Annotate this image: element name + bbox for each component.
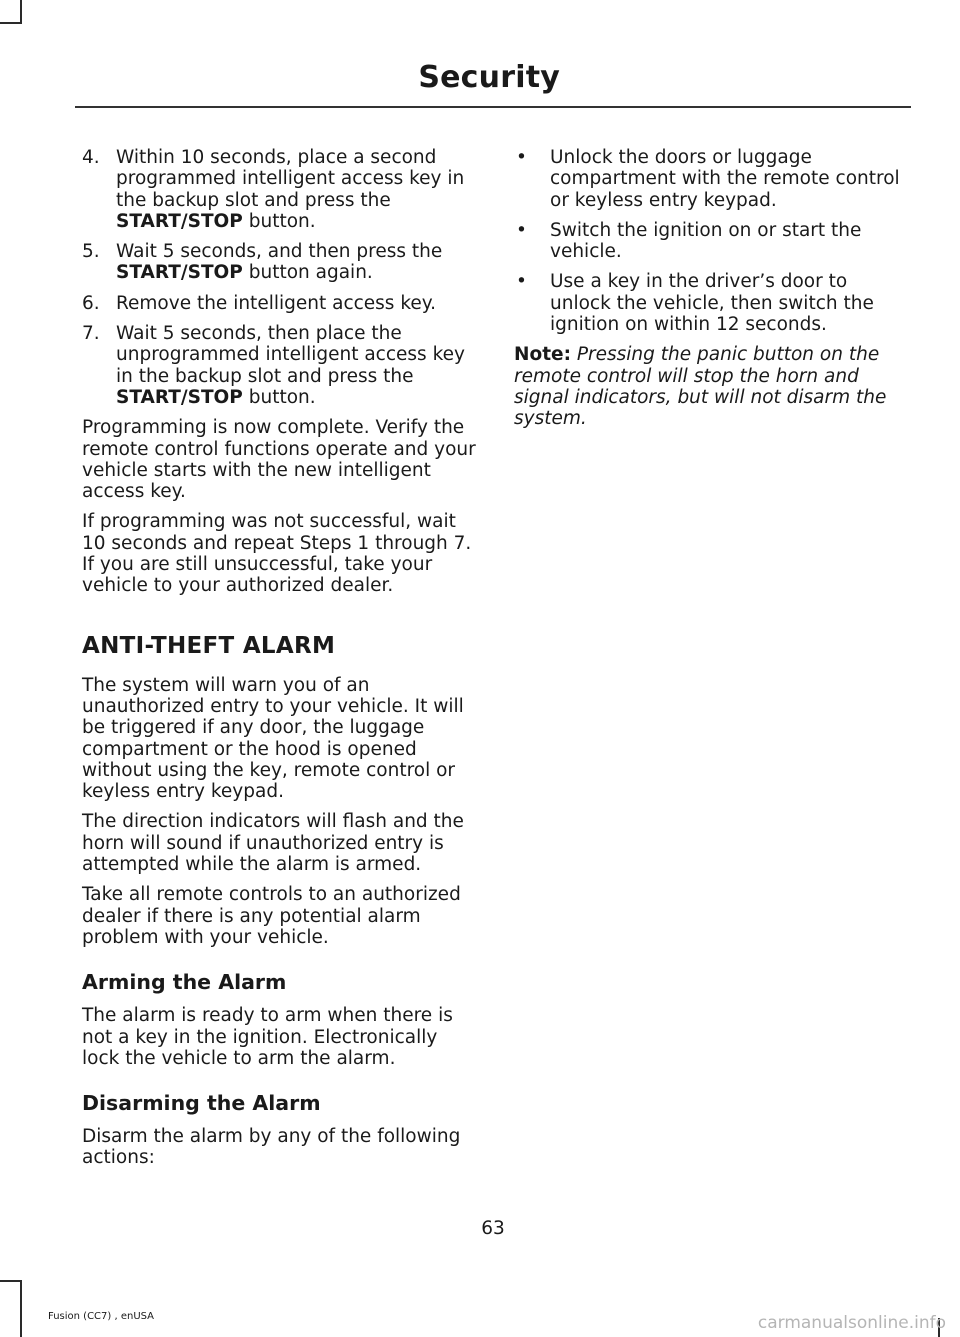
note-paragraph — [514, 344, 909, 429]
step-number: 7. — [82, 323, 100, 345]
page-header-title: Security — [418, 60, 560, 95]
step-text: button. — [242, 210, 316, 232]
bullet-text: Use a key in the driver’s door to unlock the vehicle, then switch the ignition on within 12 seconds. — [550, 271, 874, 336]
step-text: Within 10 seconds, place a second programmed intelligent access key in the backup slot and press the — [116, 147, 465, 211]
step-item — [82, 147, 477, 232]
paragraph-alarm-intro: The system will warn you of an unauthorized entry to your vehicle. It will be triggered if any door, the luggage compartment or the hood is opened without using the key, remote control or keyless entry keypad. — [82, 674, 464, 803]
step-number: 6. — [82, 292, 100, 314]
subheading-arming-the-alarm: Arming the Alarm — [82, 970, 287, 995]
bullet-glyph: • — [516, 147, 527, 168]
step-item — [82, 293, 477, 314]
watermark: carmanualsonline.info — [757, 1313, 946, 1333]
bullet-item — [514, 271, 909, 335]
bullet-glyph: • — [516, 219, 527, 241]
bullet-item — [514, 147, 909, 211]
paragraph-alarm-dealer: Take all remote controls to an authorized dealer if there is any potential alarm problem with your vehicle. — [82, 884, 461, 948]
paragraph-programming-retry: If programming was not successful, wait 10 seconds and repeat Steps 1 through 7. If you are still unsuccessful, take your vehicle to your authorized dealer. — [82, 511, 472, 597]
header-divider — [75, 106, 911, 108]
step-item — [82, 241, 477, 284]
step-number: 4. — [82, 147, 100, 168]
step-button-name: START/STOP — [116, 386, 243, 408]
step-text: Remove the intelligent access key. — [116, 292, 436, 314]
page-number: 63 — [481, 1218, 505, 1239]
section-heading-anti-theft-alarm: ANTI-THEFT ALARM — [82, 632, 336, 659]
paragraph-alarm-indicators: The direction indicators will flash and the horn will sound if unauthorized entry is attempted while the alarm is armed. — [82, 811, 464, 876]
bullet-text: Switch the ignition on or start the vehicle. — [550, 219, 862, 263]
step-text: Wait 5 seconds, and then press the — [116, 241, 443, 263]
step-button-name: START/STOP — [116, 210, 243, 232]
crop-mark-bottom-left — [0, 1280, 22, 1282]
paragraph-programming-complete: Programming is now complete. Verify the remote control functions operate and your vehicle starts with the new intelligent access key. — [82, 417, 476, 503]
crop-mark-bottom-left — [20, 1280, 22, 1337]
left-column — [82, 147, 477, 1178]
right-column — [514, 147, 909, 439]
bullet-item — [514, 220, 909, 263]
crop-mark-top-left — [0, 22, 22, 24]
step-number: 5. — [82, 241, 100, 263]
note-text: Pressing the panic button on the remote control will stop the horn and signal indicators, but will not disarm the system. — [514, 344, 887, 430]
step-text: button. — [242, 386, 316, 408]
bullet-glyph: • — [516, 271, 527, 293]
bullet-text: Unlock the doors or luggage compartment with the remote control or keyless entry keypad. — [550, 147, 900, 211]
step-text: button again. — [242, 262, 373, 284]
footer-model-info: Fusion (CC7) , enUSA — [48, 1311, 155, 1322]
paragraph-disarming: Disarm the alarm by any of the following actions: — [82, 1126, 461, 1169]
note-label: Note: — [514, 344, 571, 366]
step-item — [82, 323, 477, 408]
subheading-disarming-the-alarm: Disarming the Alarm — [82, 1091, 321, 1116]
step-text: Wait 5 seconds, then place the unprogrammed intelligent access key in the backup slot and press the — [116, 323, 465, 387]
step-button-name: START/STOP — [116, 262, 243, 284]
crop-mark-top-left — [20, 0, 22, 24]
paragraph-arming: The alarm is ready to arm when there is not a key in the ignition. Electronically lock the vehicle to arm the alarm. — [82, 1005, 453, 1069]
